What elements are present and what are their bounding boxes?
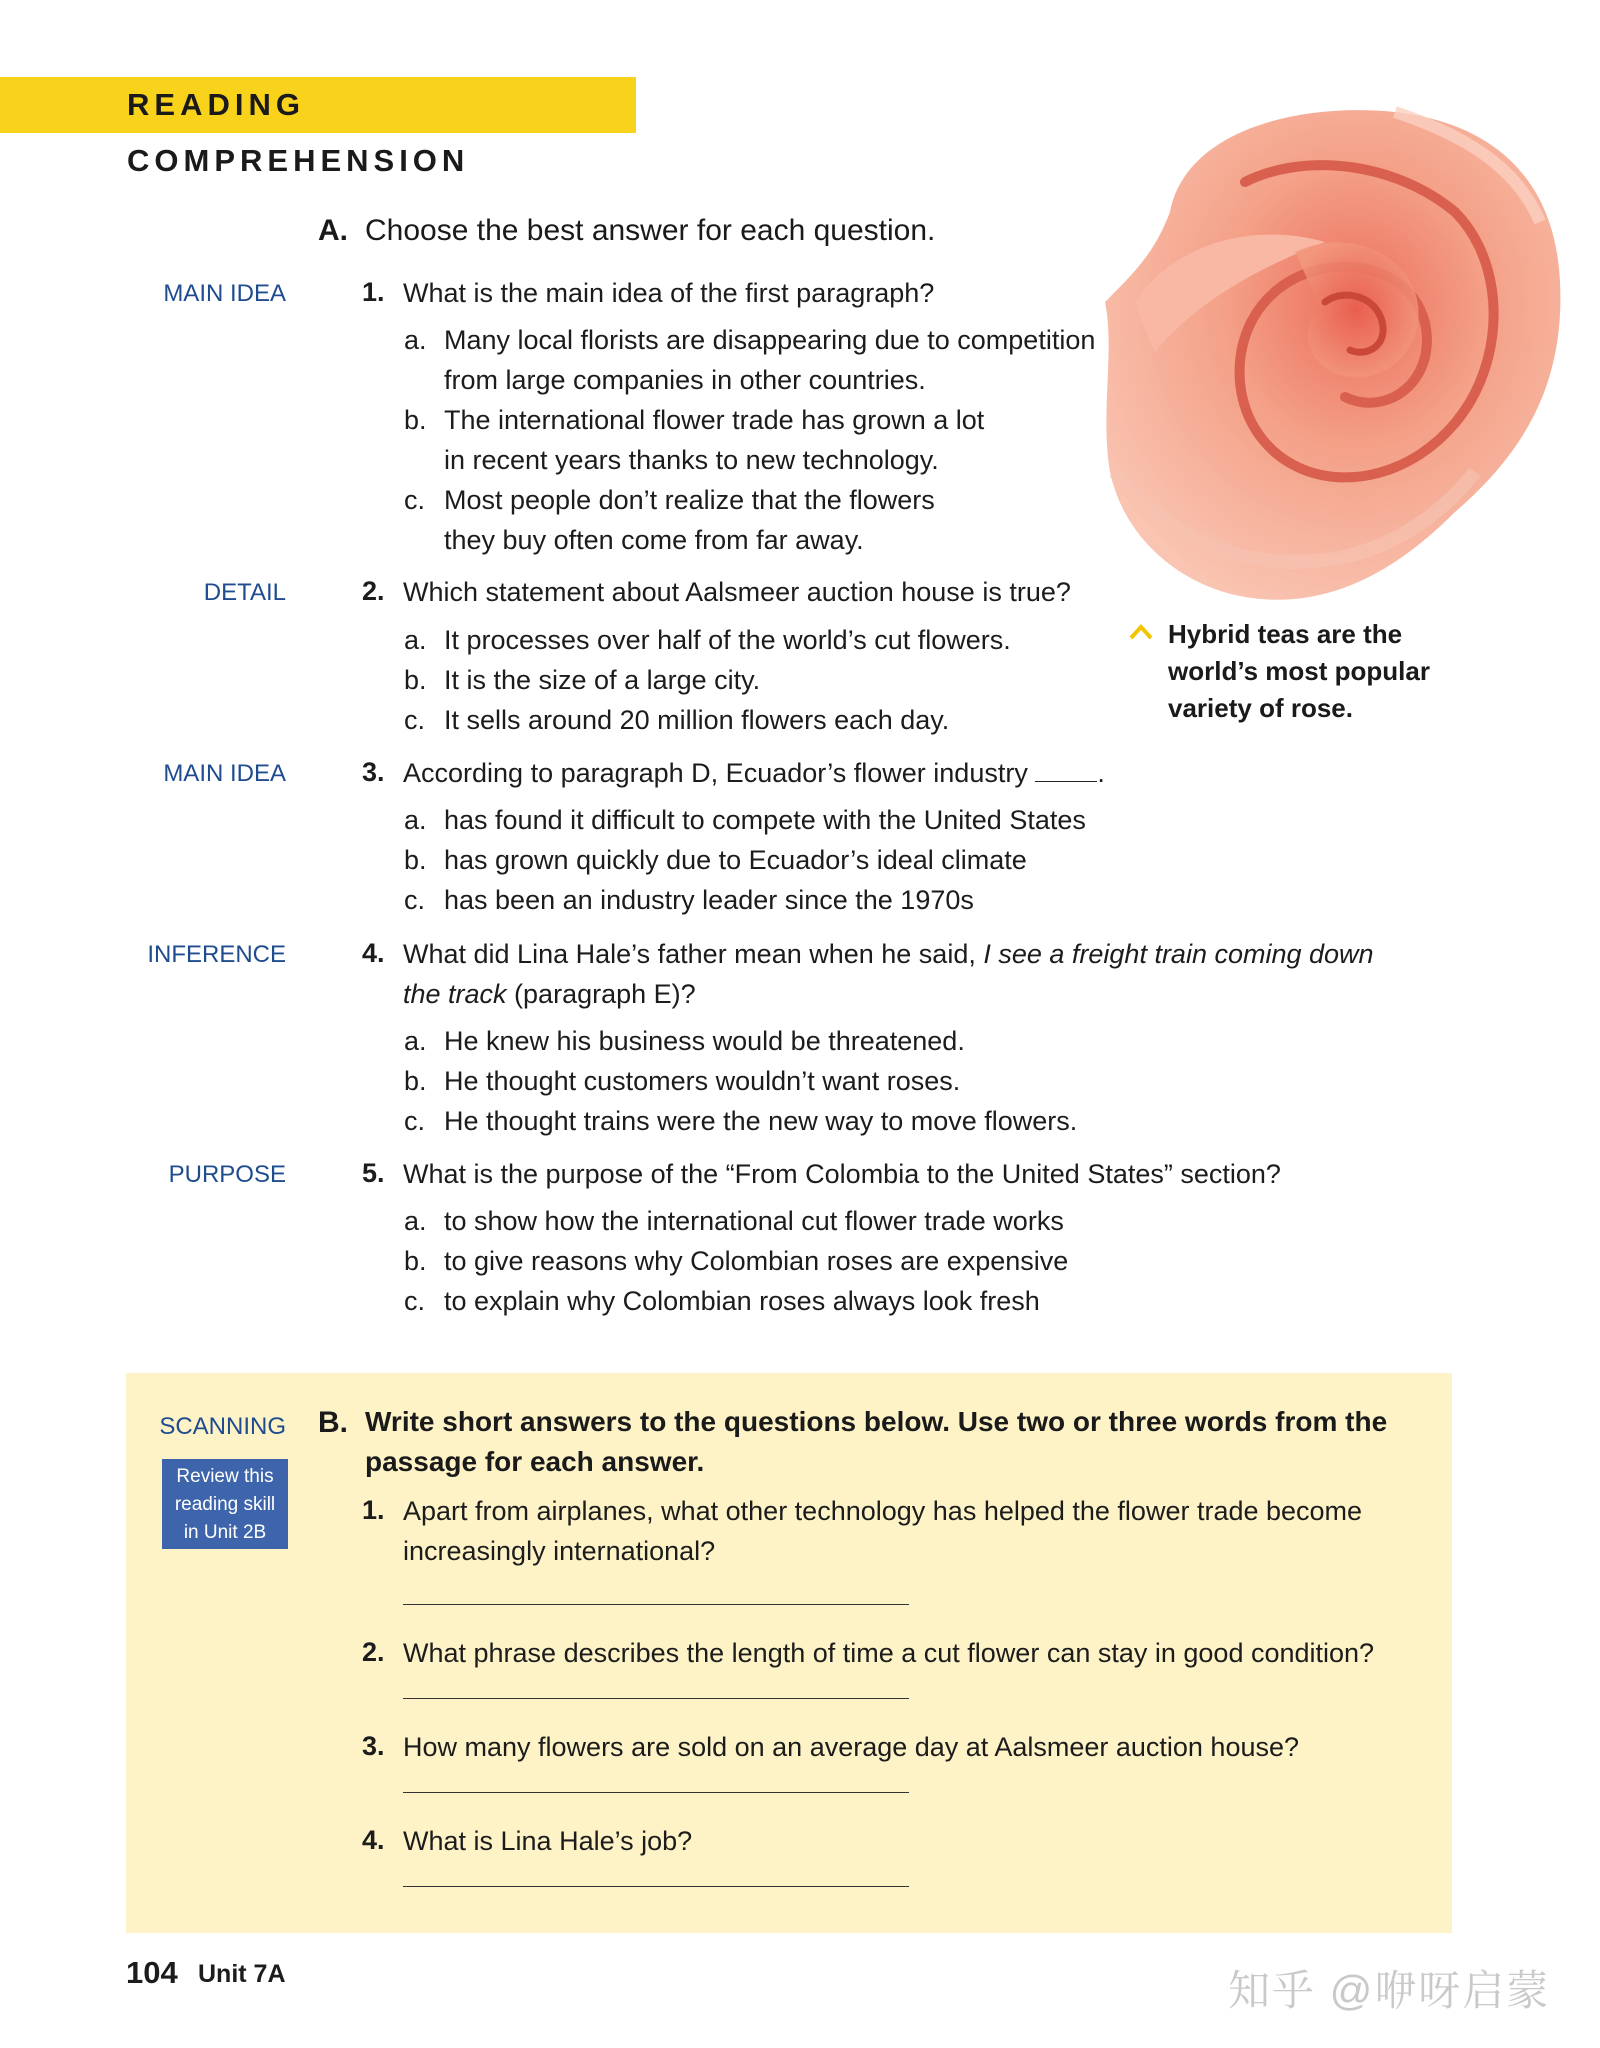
question-number: 4. [362,938,385,968]
question-number: 4. [362,1825,385,1855]
answer-field[interactable] [403,1792,909,1793]
question-text: What is the purpose of the “From Colombia to the United States” section? [403,1159,1281,1189]
scanning-tag: SCANNING [159,1413,286,1440]
section-banner [0,77,636,178]
review-line: in Unit 2B [183,1522,267,1543]
question-text: What did Lina Hale’s father mean when he said, I see a freight train coming down [403,939,1374,969]
question-text-continued: increasingly international? [403,1536,716,1566]
question-number: 1. [362,277,385,307]
question-number: 2. [362,576,385,606]
section-b-instruction: Write short answers to the questions below. Use two or three words from the [365,1406,1388,1437]
question-text: How many flowers are sold on an average day at Aalsmeer auction house? [403,1732,1300,1762]
caption-line: world’s most popular [1168,656,1430,686]
question-tag: INFERENCE [147,941,286,968]
answer-field[interactable] [403,1886,909,1887]
question-number: 3. [362,757,385,787]
question-text: Which statement about Aalsmeer auction house is true? [403,577,1071,607]
photo-caption [1130,616,1460,727]
banner-title: READING COMPREHENSION [127,87,470,178]
caption-line: variety of rose. [1168,693,1353,723]
question-number: 3. [362,1731,385,1761]
caption-line: Hybrid teas are the [1168,619,1403,649]
page-number: 104 [126,1955,178,1990]
caret-up-icon [1128,622,1154,642]
answer-field[interactable] [403,1604,909,1605]
question-number: 2. [362,1637,385,1667]
question-text: What is Lina Hale’s job? [403,1826,693,1856]
section-a-letter: A. [318,214,348,247]
watermark: 知乎 @咿呀启蒙 [1228,1967,1551,2014]
quoted-phrase: I see a freight train coming down [983,939,1374,969]
quoted-phrase: the track [403,979,507,1009]
review-line: reading skill [174,1494,276,1515]
blank-line [1035,759,1097,782]
question-text: Apart from airplanes, what other technology has helped the flower trade become [403,1496,1363,1526]
review-line: Review this [176,1466,274,1487]
question-tag: DETAIL [203,579,286,606]
section-b-instruction: passage for each answer. [365,1446,705,1477]
section-b-letter: B. [318,1406,348,1439]
question-number: 1. [362,1495,385,1525]
question-tag: PURPOSE [168,1161,286,1188]
question-tag: MAIN IDEA [163,280,286,307]
question-text: What phrase describes the length of time a cut flower can stay in good condition? [403,1638,1375,1668]
question-text: What is the main idea of the first paragraph? [403,278,935,308]
question-text-continued: the track (paragraph E)? [403,979,696,1009]
unit-label: Unit 7A [198,1960,286,1988]
question-text: According to paragraph D, Ecuador’s flower industry . [403,758,1105,788]
rose-image [1095,92,1565,612]
question-tag: MAIN IDEA [163,760,286,787]
section-a-instruction: Choose the best answer for each question. [365,214,936,247]
review-skill-box [162,1459,288,1549]
question-number: 5. [362,1158,385,1188]
answer-field[interactable] [403,1698,909,1699]
